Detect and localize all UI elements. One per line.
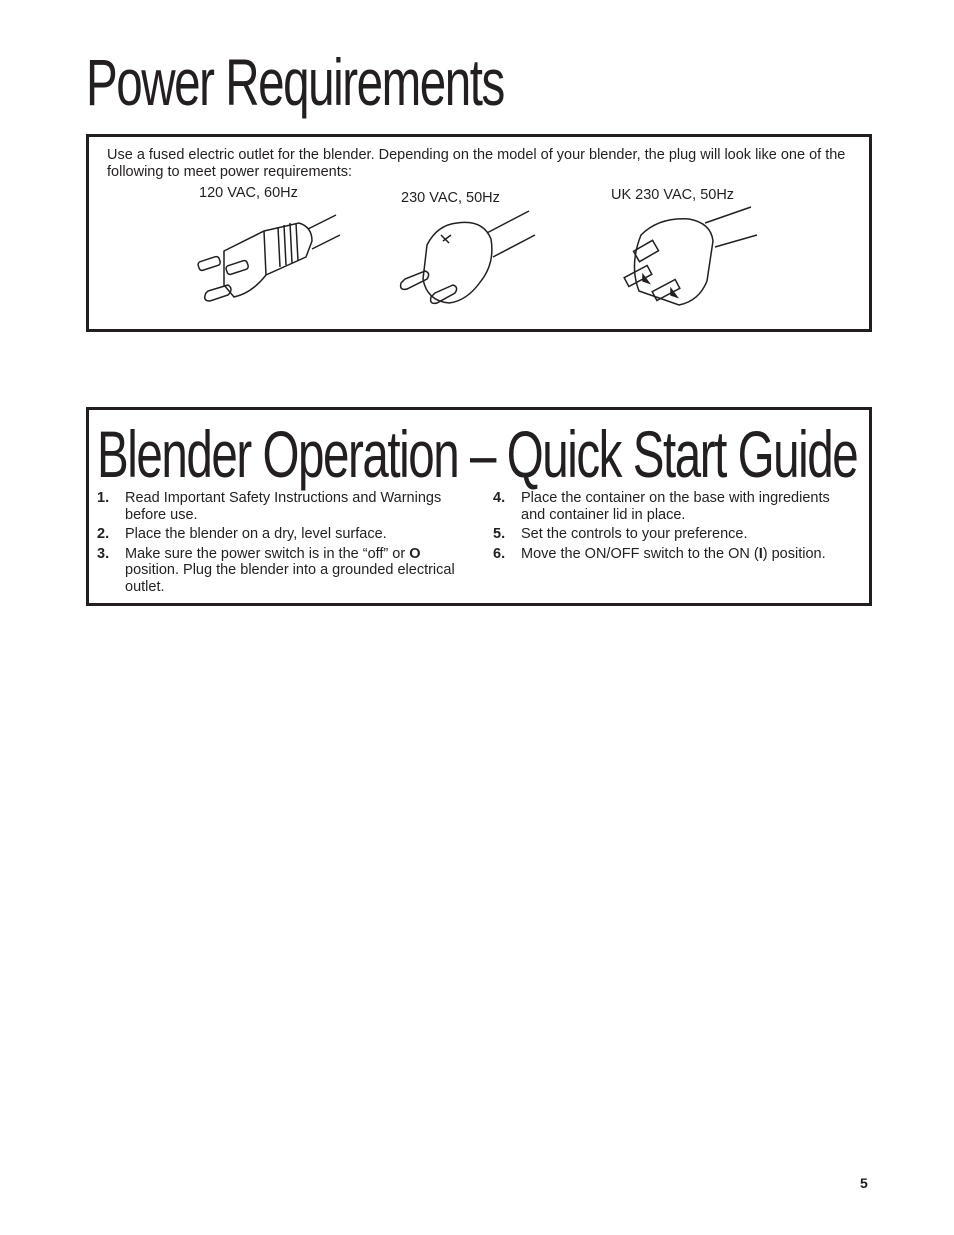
us-plug-label: 120 VAC, 60Hz xyxy=(199,185,298,201)
power-requirements-box xyxy=(86,134,872,332)
uk-plug-icon xyxy=(619,205,759,315)
page-number: 5 xyxy=(860,1175,868,1191)
list-item: 4. Place the container on the base with ingredients and container lid in place. xyxy=(493,490,830,523)
steps-left-column xyxy=(97,490,457,598)
eu-plug-icon xyxy=(397,205,537,315)
us-plug-icon xyxy=(194,201,344,311)
quick-start-guide-title: Blender Operation – Quick Start Guide xyxy=(97,417,858,491)
power-requirements-title: Power Requirements xyxy=(86,45,504,119)
list-item: 2. Place the blender on a dry, level surface. xyxy=(97,526,387,542)
steps-right-column xyxy=(493,490,853,565)
quick-start-guide-box xyxy=(86,407,872,606)
power-intro-text: Use a fused electric outlet for the blender. Depending on the model of your blender, the plug will look like one of the following to meet power requirements: xyxy=(107,147,846,180)
list-item: 3. Make sure the power switch is in the “off” or O position. Plug the blender into a grounded electrical outlet. xyxy=(97,545,455,595)
list-item: 6. Move the ON/OFF switch to the ON (I) position. xyxy=(493,545,826,562)
uk-plug-label: UK 230 VAC, 50Hz xyxy=(611,187,735,203)
eu-plug-label: 230 VAC, 50Hz xyxy=(401,190,500,206)
list-item: 5. Set the controls to your preference. xyxy=(493,526,748,542)
list-item: 1. Read Important Safety Instructions and Warnings before use. xyxy=(97,490,442,523)
